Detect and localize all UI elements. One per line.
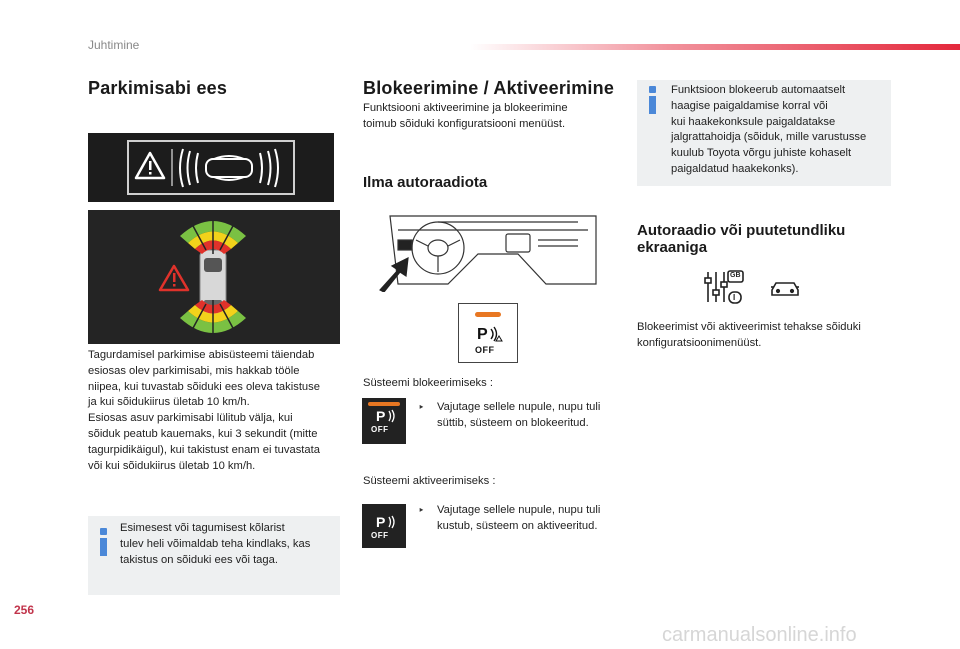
car-icon	[770, 278, 800, 298]
button-off-label: OFF	[371, 425, 389, 434]
watermark: carmanualsonline.info	[662, 624, 857, 646]
sensor-waves-icon	[387, 409, 399, 423]
warning-triangle-icon	[136, 153, 164, 178]
parking-aid-description: Tagurdamisel parkimise abisüsteemi täiendab esiosas olev parkimisabi, mis hakkab tööle niipea, kui tuvastab sõiduki ees oleva takistuse ja kui sõidukiirus ületab 10 km/h. Esiosas asuv parkimisabi lülitub välja, kui sõiduk peatub kauemaks, kui 3 sekundit (mitte tagurpidikäigul), kui takistust enam ei tuvastata või kui sõidukiirus ületab 10 km/h.	[88, 349, 320, 472]
page-number: 256	[14, 603, 35, 617]
parking-sensor-image	[88, 210, 340, 344]
button-off-label: OFF	[371, 531, 389, 540]
park-off-button-small	[362, 398, 406, 444]
speaker-info-box	[88, 516, 340, 595]
i-label: I	[733, 293, 736, 302]
park-off-button-small	[362, 504, 406, 548]
settings-sliders-icon	[704, 270, 744, 304]
rear-sensor-arcs	[180, 300, 246, 338]
activate-heading: Süsteemi aktiveerimiseks :	[363, 475, 496, 487]
button-p-label: P	[477, 326, 488, 343]
bullet-icon: ‣	[418, 402, 425, 414]
block-activate-title: Blokeerimine / Aktiveerimine	[363, 78, 615, 98]
sensor-waves-icon	[387, 515, 399, 529]
dashboard-illustration	[378, 210, 600, 292]
sensor-waves-icon	[489, 326, 503, 342]
towing-info-text: Funktsioon blokeerub automaatselt haagise paigaldamise korral või kui haakekonksule paigaldatakse jalgrattahoidja (sõiduk, mille varustusse kuulub Toyota võrgu juhiste kohaselt paigaldatud haakekonks).	[671, 84, 867, 175]
red-warning-triangle-icon	[160, 266, 188, 290]
front-sensor-arcs	[180, 216, 246, 254]
block-instruction: Vajutage sellele nupule, nupu tuli süttib, süsteem on blokeeritud.	[437, 401, 601, 429]
parking-aid-title: Parkimisabi ees	[88, 78, 228, 98]
button-off-label: OFF	[475, 345, 495, 355]
display-warning-image	[88, 133, 334, 202]
radio-touchscreen-subtitle: Autoraadio või puutetundliku ekraaniga	[637, 222, 846, 256]
block-heading: Süsteemi blokeerimiseks :	[363, 377, 493, 389]
header-accent-bar	[470, 44, 960, 50]
section-title: Juhtimine	[88, 38, 140, 52]
button-led	[475, 312, 501, 317]
button-p-label: P	[376, 514, 386, 530]
button-led-on	[368, 402, 400, 406]
bullet-icon: ‣	[418, 505, 425, 517]
car-top-view-icon	[180, 149, 278, 187]
pointer-arrow-icon	[380, 258, 408, 292]
radio-description: Blokeerimist või aktiveerimist tehakse sõiduki konfiguratsioonimenüüst.	[637, 321, 861, 349]
block-activate-intro: Funktsiooni aktiveerimine ja blokeerimine toimub sõiduki konfiguratsiooni menüüst.	[363, 102, 568, 130]
activate-instruction: Vajutage sellele nupule, nupu tuli kustub, süsteem on aktiveeritud.	[437, 504, 601, 532]
towing-info-box	[637, 80, 891, 186]
no-radio-subtitle: Ilma autoraadiota	[363, 174, 488, 191]
speaker-info-text: Esimesest või tagumisest kõlarist tulev heli võimaldab teha kindlaks, kas takistus on sõiduki ees või taga.	[120, 522, 311, 566]
park-off-button-illustration	[458, 303, 518, 363]
gb-label: GB	[730, 272, 741, 279]
button-p-label: P	[376, 408, 386, 424]
